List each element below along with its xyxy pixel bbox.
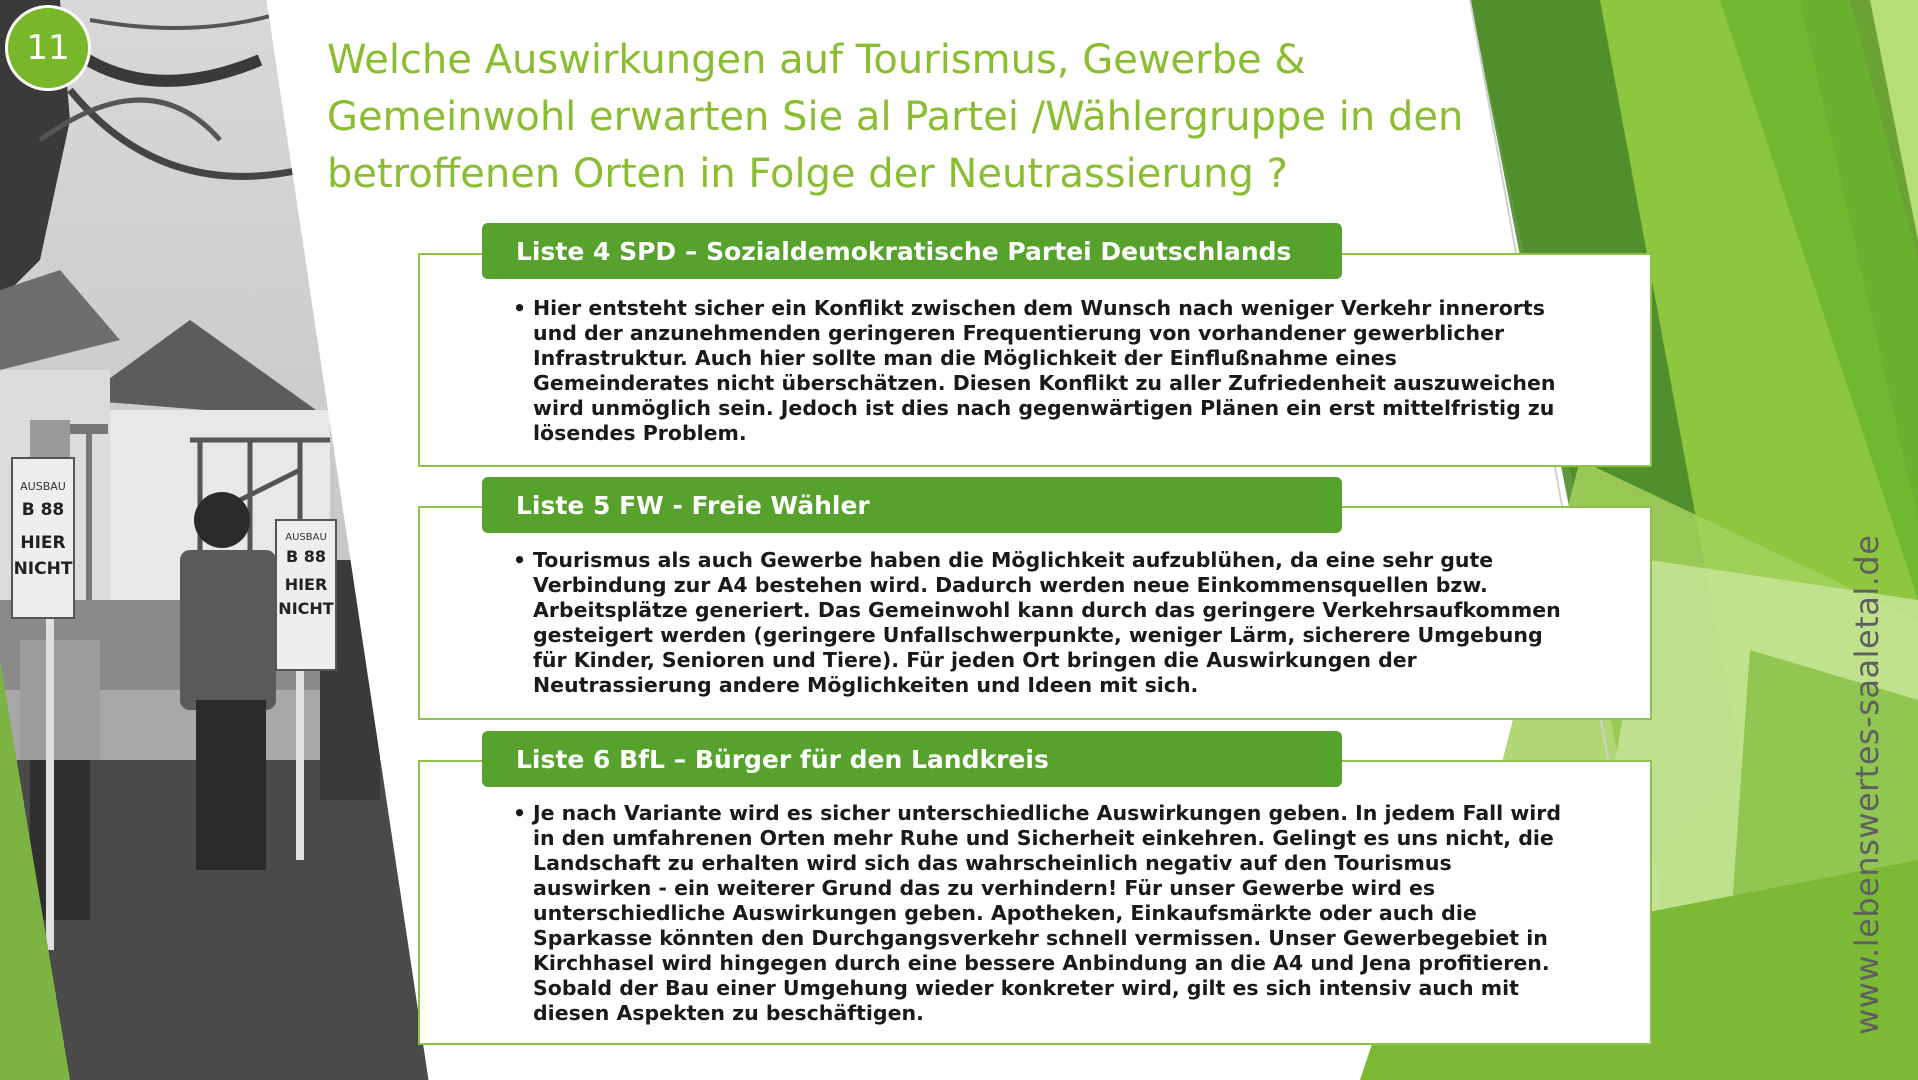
website-url: www.lebenswertes-saaletal.de [1848,534,1886,1035]
sign2-line2: B 88 [285,547,327,566]
answer-header-fw: Liste 5 FW - Freie Wähler [482,477,1342,533]
answer-header-bfl: Liste 6 BfL – Bürger für den Landkreis [482,731,1342,787]
answer-text-spd: • Hier entsteht sicher ein Konflikt zwischen dem Wunsch nach weniger Verkehr innerorts und der anzunehmenden geringeren Frequentierung von vorhandener gewerblicher Infrastruktur. Auch hier sollte man die Möglichkeit der Einflußnahme eines Gemeinderates nicht überschätzen. Diesen Konflikt zu aller Zufriedenheit auszuweichen wird unmöglich sein. Jedoch ist dies nach gegenwärtigen Plänen ein erst mittelfristig zu lösendes Problem. [513,296,1563,446]
answer-header-spd: Liste 4 SPD – Sozialdemokratische Partei Deutschlands [482,223,1342,279]
sign1-line3: HIER [20,533,66,553]
protest-sign-2 [276,520,336,670]
sign2-line4: NICHT [278,599,334,618]
sign1-line4: NICHT [13,559,73,579]
answer-text-bfl: • Je nach Variante wird es sicher unterschiedliche Auswirkungen geben. In jedem Fall wird in den umfahrenen Orten mehr Ruhe und Sicherheit einkehren. Gelingt es uns nicht, die Landschaft zu erhalten wird sich das wahrscheinlich negativ auf den Tourismus auswirken - ein weiterer Grund das zu verhindern! Für unser Gewerbe wird es unterschiedliche Auswirkungen geben. Apotheken, Einkaufsmärkte oder auch die Sparkasse könnten den Durchgangsverkehr schnell vermissen. Unser Gewerbegebiet in Kirchhasel wird hingegen durch eine bessere Anbindung an die A4 und Jena profitieren. Sobald der Bau einer Umgehung wieder konkreter wird, gilt es sich intensiv auch mit diesen Aspekten zu beschäftigen. [513,801,1563,1026]
sign1-line1: AUSBAU [20,480,66,493]
slide-title: Welche Auswirkungen auf Tourismus, Gewerbe & Gemeinwohl erwarten Sie al Partei /Wählergruppe in den betroffenen Orten in Folge der Neutrassierung ? [327,37,1464,197]
sign2-line1: AUSBAU [285,532,327,543]
protest-sign-1 [12,458,74,618]
sign2-line3: HIER [284,575,328,594]
sign1-line2: B 88 [21,500,65,520]
answer-text-fw: • Tourismus als auch Gewerbe haben die Möglichkeit aufzublühen, da eine sehr gute Verbindung zur A4 bestehen wird. Dadurch werden neue Einkommensquellen bzw. Arbeitsplätze generiert. Das Gemeinwohl kann durch das geringere Verkehrsaufkommen gesteigert werden (geringere Unfallschwerpunkte, weniger Lärm, sicherere Umgebung für Kinder, Senioren und Tiere). Für jeden Ort bringen die Auswirkungen der Neutrassierung andere Möglichkeiten und Ideen mit sich. [513,548,1563,698]
slide-number-badge: 11 [5,5,91,91]
